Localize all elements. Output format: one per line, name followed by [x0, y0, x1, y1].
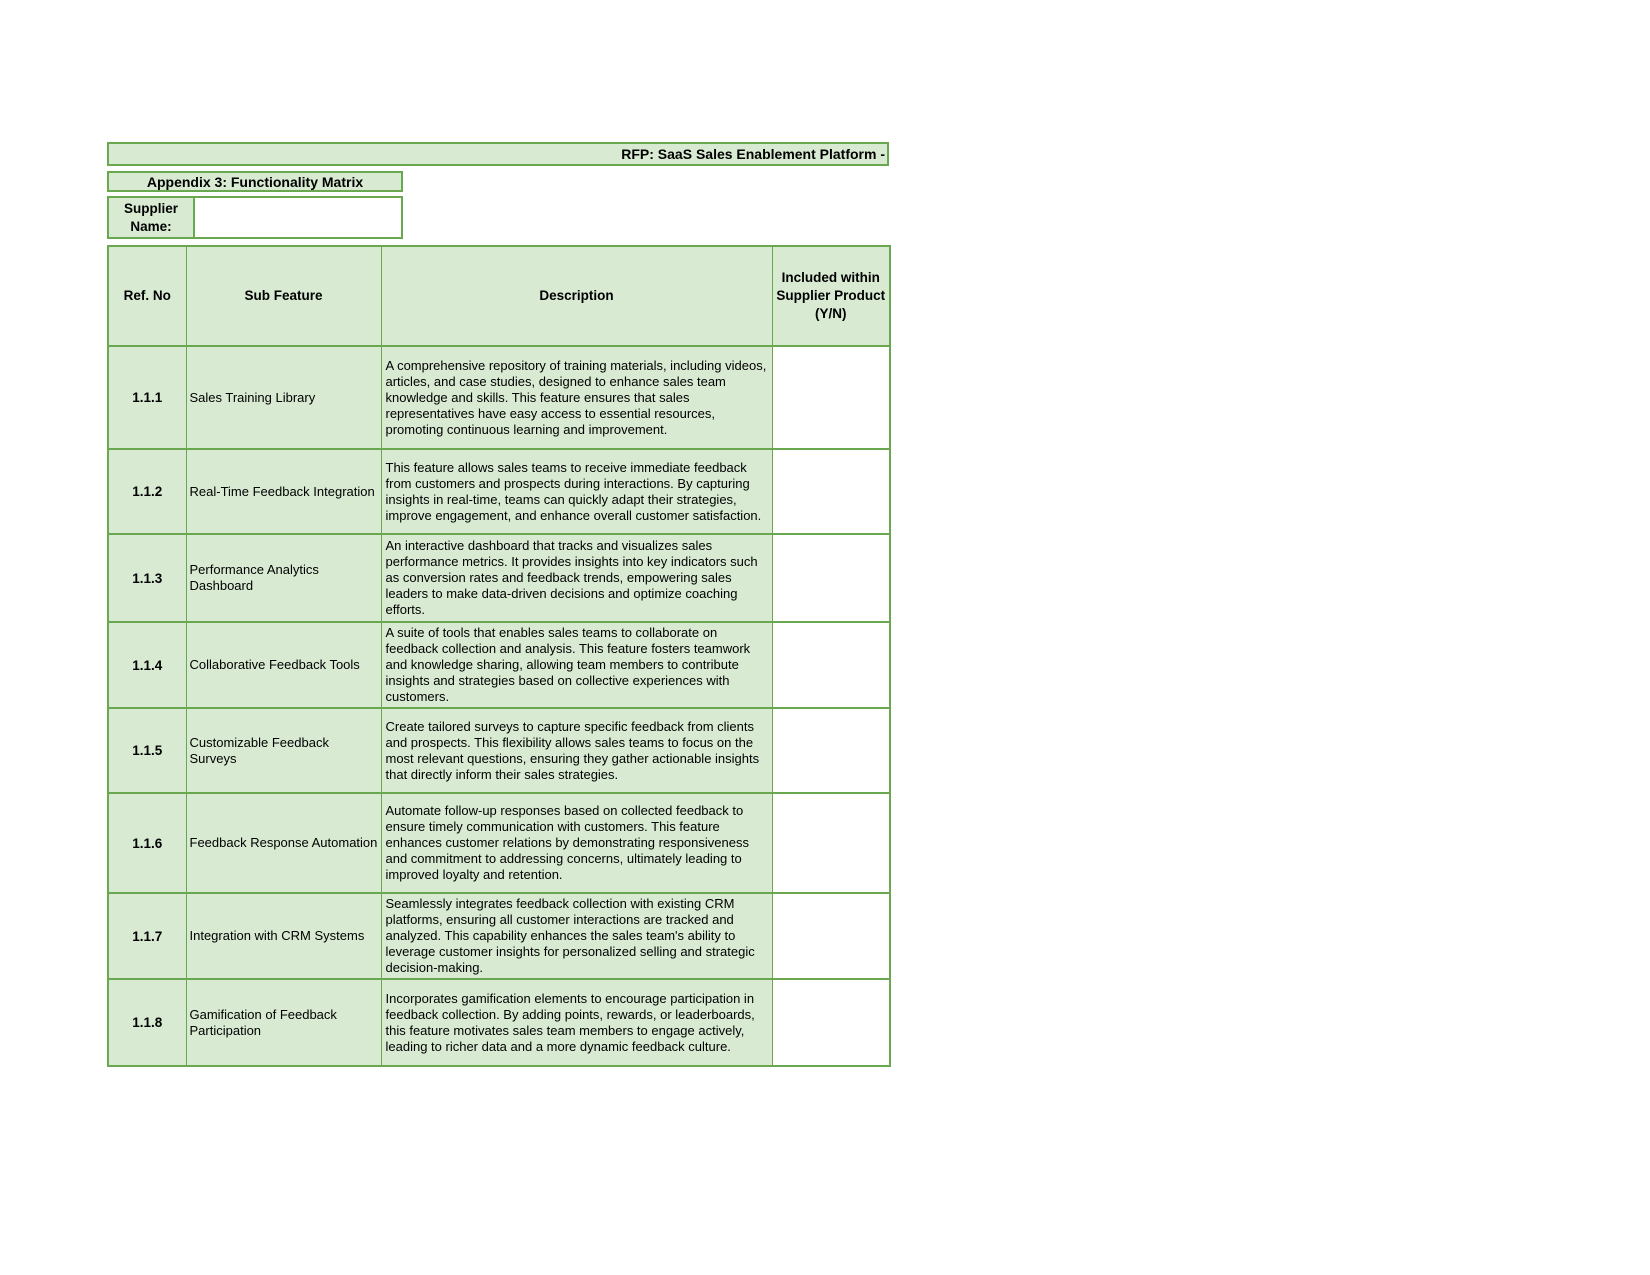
sub-feature-cell: Customizable Feedback Surveys	[186, 708, 381, 793]
table-row	[108, 793, 890, 893]
table-row	[108, 708, 890, 793]
sub-feature-cell: Collaborative Feedback Tools	[186, 622, 381, 708]
col-header-sub-feature: Sub Feature	[186, 246, 381, 346]
rfp-title-banner	[107, 142, 889, 166]
description-cell: An interactive dashboard that tracks and visualizes sales performance metrics. It provides insights into key indicators such as conversion rates and feedback trends, empowering sales leaders to make data-driven decisions and optimize coaching efforts.	[381, 534, 772, 622]
ref-no-cell: 1.1.8	[108, 979, 186, 1066]
supplier-name-label: Supplier Name:	[107, 196, 195, 239]
functionality-matrix-table	[107, 245, 891, 1067]
ref-no-cell: 1.1.1	[108, 346, 186, 449]
col-header-ref-no: Ref. No	[108, 246, 186, 346]
description-cell: A suite of tools that enables sales teams to collaborate on feedback collection and analysis. This feature fosters teamwork and knowledge sharing, allowing team members to contribute insights and strategies based on collective experiences with customers.	[381, 622, 772, 708]
included-yn-cell[interactable]	[772, 346, 890, 449]
included-yn-cell[interactable]	[772, 622, 890, 708]
supplier-name-input[interactable]	[195, 196, 403, 239]
ref-no-cell: 1.1.3	[108, 534, 186, 622]
included-yn-cell[interactable]	[772, 708, 890, 793]
header-row	[108, 246, 890, 346]
sub-feature-cell: Real-Time Feedback Integration	[186, 449, 381, 534]
sub-feature-cell: Feedback Response Automation	[186, 793, 381, 893]
sub-feature-cell: Performance Analytics Dashboard	[186, 534, 381, 622]
table-row	[108, 346, 890, 449]
table-row	[108, 893, 890, 979]
sub-feature-cell: Sales Training Library	[186, 346, 381, 449]
ref-no-cell: 1.1.7	[108, 893, 186, 979]
col-header-description: Description	[381, 246, 772, 346]
description-cell: Create tailored surveys to capture specific feedback from clients and prospects. This flexibility allows sales teams to focus on the most relevant questions, ensuring they gather actionable insights that directly inform their sales strategies.	[381, 708, 772, 793]
table-row	[108, 449, 890, 534]
table-row	[108, 979, 890, 1066]
ref-no-cell: 1.1.2	[108, 449, 186, 534]
description-cell: This feature allows sales teams to receive immediate feedback from customers and prospects during interactions. By capturing insights in real-time, teams can quickly adapt their strategies, improve engagement, and enhance overall customer satisfaction.	[381, 449, 772, 534]
appendix-title-box	[107, 171, 403, 192]
included-yn-cell[interactable]	[772, 893, 890, 979]
supplier-name-row	[107, 196, 403, 239]
included-yn-cell[interactable]	[772, 793, 890, 893]
sub-feature-cell: Integration with CRM Systems	[186, 893, 381, 979]
description-cell: Automate follow-up responses based on collected feedback to ensure timely communication with customers. This feature enhances customer relations by demonstrating responsiveness and commitment to addressing concerns, ultimately leading to improved loyalty and retention.	[381, 793, 772, 893]
included-yn-cell[interactable]	[772, 534, 890, 622]
included-yn-cell[interactable]	[772, 979, 890, 1066]
col-header-included: Included within Supplier Product (Y/N)	[772, 246, 890, 346]
included-yn-cell[interactable]	[772, 449, 890, 534]
table-row	[108, 534, 890, 622]
table-row	[108, 622, 890, 708]
rfp-title-text: RFP: SaaS Sales Enablement Platform -	[621, 146, 885, 162]
description-cell: A comprehensive repository of training materials, including videos, articles, and case studies, designed to enhance sales team knowledge and skills. This feature ensures that sales representatives have easy access to essential resources, promoting continuous learning and improvement.	[381, 346, 772, 449]
appendix-title-text: Appendix 3: Functionality Matrix	[146, 173, 364, 190]
ref-no-cell: 1.1.6	[108, 793, 186, 893]
ref-no-cell: 1.1.5	[108, 708, 186, 793]
ref-no-cell: 1.1.4	[108, 622, 186, 708]
sub-feature-cell: Gamification of Feedback Participation	[186, 979, 381, 1066]
description-cell: Seamlessly integrates feedback collection with existing CRM platforms, ensuring all customer interactions are tracked and analyzed. This capability enhances the sales team's ability to leverage customer insights for personalized selling and strategic decision-making.	[381, 893, 772, 979]
description-cell: Incorporates gamification elements to encourage participation in feedback collection. By adding points, rewards, or leaderboards, this feature motivates sales team members to engage actively, leading to richer data and a more dynamic feedback culture.	[381, 979, 772, 1066]
